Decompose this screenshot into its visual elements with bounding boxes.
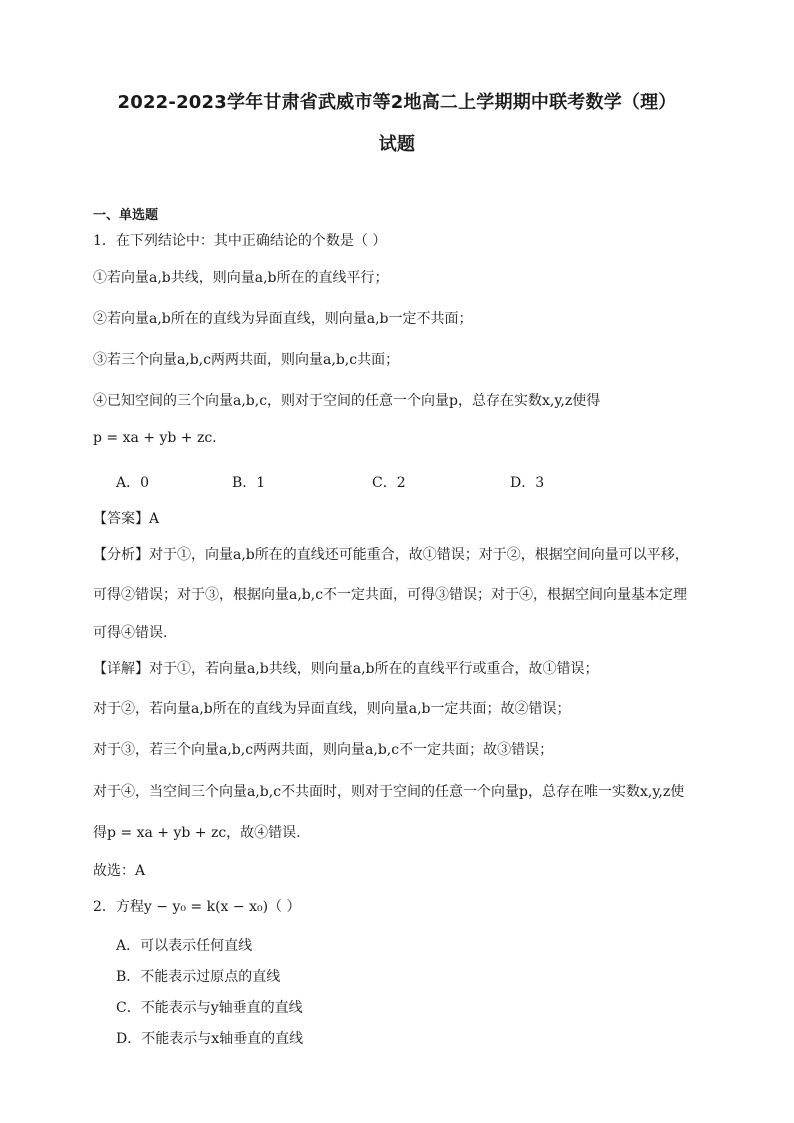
page-title-continued: 试题	[378, 134, 416, 155]
statement-4-formula: p = xa + yb + zc.	[93, 430, 217, 446]
analysis-line-1: 【分析】对于①，向量a,b所在的直线还可能重合，故①错误；对于②，根据空间向量可以平移，	[93, 547, 689, 563]
question-1-stem: 1．在下列结论中：其中正确结论的个数是（ ）	[93, 233, 387, 249]
option-d: D．3	[510, 475, 545, 491]
page-title: 2022-2023学年甘肃省武威市等2地高二上学期期中联考数学（理）	[117, 92, 677, 113]
statement-4: ④已知空间的三个向量a,b,c，则对于空间的任意一个向量p，总存在实数x,y,z使得	[93, 393, 601, 409]
question-1-options	[116, 472, 544, 492]
statement-3: ③若三个向量a,b,c两两共面，则向量a,b,c共面；	[93, 352, 400, 368]
q2-option-a: A．可以表示任何直线	[116, 938, 253, 954]
detail-line-4: 对于④，当空间三个向量a,b,c不共面时，则对于空间的任意一个向量p，总存在唯一实数x,y,z使	[93, 784, 685, 800]
q2-option-d: D．不能表示与x轴垂直的直线	[116, 1031, 304, 1047]
analysis-line-3: 可得④错误.	[93, 625, 168, 641]
option-b: B．1	[232, 475, 266, 491]
q2-option-b: B．不能表示过原点的直线	[116, 969, 281, 985]
detail-line-2: 对于②，若向量a,b所在的直线为异面直线，则向量a,b一定共面；故②错误；	[93, 701, 571, 717]
detail-line-1: 【详解】对于①，若向量a,b共线，则向量a,b所在的直线平行或重合，故①错误；	[93, 661, 599, 677]
detail-line-3: 对于③，若三个向量a,b,c两两共面，则向量a,b,c不一定共面；故③错误；	[93, 742, 554, 758]
option-c: C．2	[372, 475, 406, 491]
analysis-line-2: 可得②错误；对于③，根据向量a,b,c不一定共面，可得③错误；对于④，根据空间向量基本定理	[93, 587, 688, 603]
answer-line: 【答案】A	[93, 511, 160, 527]
question-2-stem: 2．方程y − y₀ = k(x − x₀)（ ）	[93, 899, 301, 915]
detail-line-5: 得p = xa + yb + zc，故④错误.	[93, 825, 301, 841]
choose-line: 故选：A	[93, 863, 146, 879]
statement-2: ②若向量a,b所在的直线为异面直线，则向量a,b一定不共面；	[93, 311, 473, 327]
option-a: A．0	[116, 475, 150, 491]
section-heading: 一、单选题	[93, 208, 159, 223]
q2-option-c: C．不能表示与y轴垂直的直线	[116, 1000, 303, 1016]
statement-1: ①若向量a,b共线，则向量a,b所在的直线平行；	[93, 270, 389, 286]
